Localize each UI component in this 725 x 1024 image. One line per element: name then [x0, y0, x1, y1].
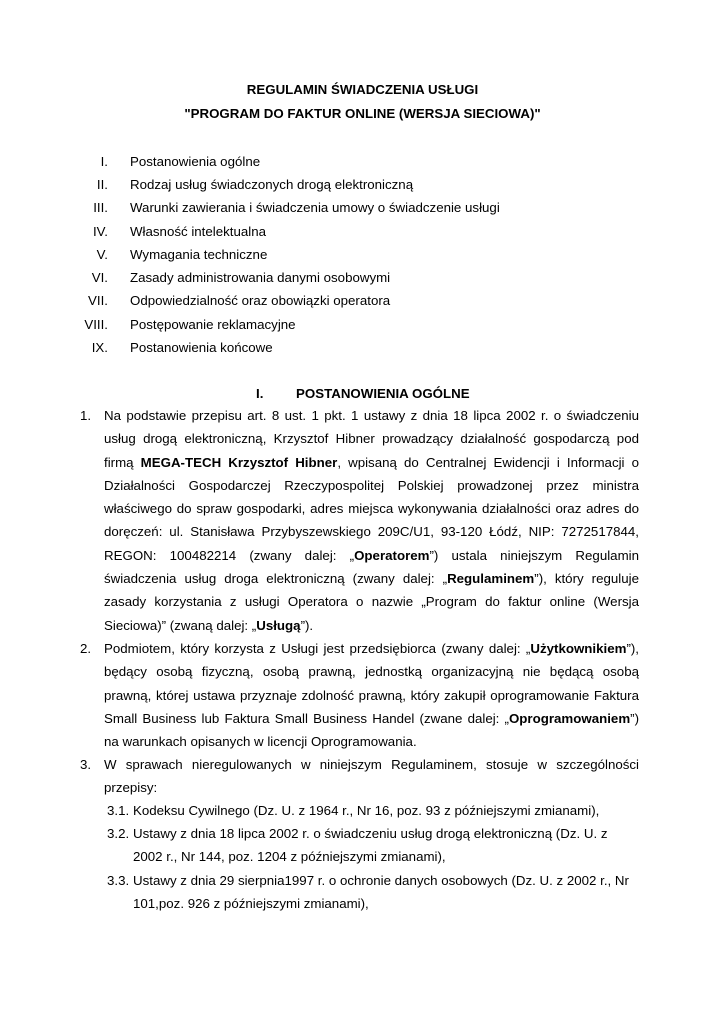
paragraph-text: ”) ustala niniejszym Regulamin świadczenia usług droga elektroniczną (zwany dalej: „ — [104, 547, 639, 587]
paragraph-number: 2. — [80, 641, 92, 656]
toc-item-number: II. — [96, 177, 108, 192]
section-number: I. — [256, 386, 264, 401]
defined-term-oprogramowanie: Oprogramowaniem — [508, 710, 631, 726]
toc-item-number: III. — [93, 200, 108, 215]
toc-item-label: Postępowanie reklamacyjne — [130, 317, 296, 332]
paragraph-text: Podmiotem, który korzysta z Usługi jest przedsiębiorca (zwany dalej: „ — [104, 641, 531, 656]
paragraph-text: , wpisaną do Centralnej Ewidencji i Informacji o Działalności Gospodarczej Rzeczypospolitej Polskiej prowadzonej przez ministra właściwego do spraw gospodarki, adres miejsca wykonywania działalności oraz adres do doręczeń: ul. Stanisława Przybyszewskiego 209C/U1, 93-120 Łódź, NIP: 7272517844, REGON: 100482214 (zwany dalej: „ — [104, 454, 639, 563]
toc-item-number: V. — [96, 247, 108, 262]
toc-item-label: Zasady administrowania danymi osobowymi — [130, 270, 391, 285]
sub-item-text: Kodeksu Cywilnego (Dz. U. z 1964 r., Nr 16, poz. 93 z późniejszymi zmianami), — [133, 803, 600, 818]
defined-term-operator: Operatorem — [354, 547, 430, 563]
toc-item-label: Odpowiedzialność oraz obowiązki operatora — [130, 293, 391, 308]
toc-item-label: Rodzaj usług świadczonych drogą elektroniczną — [130, 177, 414, 192]
sub-item-number: 3.2. — [107, 826, 130, 841]
paragraph-2 — [104, 637, 639, 753]
paragraph-text: ”), będący osobą fizyczną, osobą prawną, jednostką organizacyjną nie będącą osobą prawną, której ustawa przyznaje zdolność prawną, który zakupił oprogramowanie Faktura Small Business lub Faktura Small Business Handel (zwane dalej: „ — [104, 641, 639, 726]
paragraph-1 — [104, 404, 639, 637]
toc-item-number: VIII. — [84, 317, 108, 332]
paragraph-text: ”), który reguluje zasady korzystania z usługi Operatora o nazwie „Program do faktur online (Wersja Sieciowa)” (zwaną dalej: „ — [104, 571, 639, 633]
sub-item-text: Ustawy z dnia 18 lipca 2002 r. o świadczeniu usług drogą elektroniczną (Dz. U. z 2002 r., Nr 144, poz. 1204 z późniejszymi zmianami), — [133, 826, 608, 865]
toc-item-number: VI. — [91, 270, 108, 285]
toc-item-label: Własność intelektualna — [130, 224, 266, 239]
sub-item-number: 3.3. — [107, 873, 130, 888]
document-title-line2: "PROGRAM DO FAKTUR ONLINE (WERSJA SIECIOWA)" — [184, 106, 541, 121]
paragraph-text: ”). — [300, 617, 314, 633]
toc-item-label: Postanowienia ogólne — [130, 154, 261, 169]
paragraph-text: ”) na warunkach opisanych w licencji Oprogramowania. — [104, 710, 639, 750]
defined-term-regulamin: Regulaminem — [447, 571, 535, 587]
defined-term-usluga: Usługą — [256, 617, 301, 633]
toc-item-label: Warunki zawierania i świadczenia umowy o świadczenie usługi — [130, 200, 500, 215]
toc-item-label: Postanowienia końcowe — [130, 340, 273, 355]
sub-item-number: 3.1. — [107, 803, 130, 818]
toc-item-number: IV. — [92, 224, 108, 239]
section-title: POSTANOWIENIA OGÓLNE — [296, 386, 470, 401]
toc-item-number: I. — [100, 154, 108, 169]
sub-item — [107, 869, 640, 916]
toc-item-number: VII. — [88, 293, 108, 308]
paragraph-number: 3. — [80, 757, 92, 772]
paragraph-3: W sprawach nieregulowanych w niniejszym Regulaminem, stosuje w szczególności przepisy: — [104, 757, 639, 796]
document-title-line1: REGULAMIN ŚWIADCZENIA USŁUGI — [246, 82, 479, 97]
toc-item-label: Wymagania techniczne — [130, 247, 268, 262]
sub-item — [107, 799, 640, 822]
toc-item-number: IX. — [91, 340, 108, 355]
sub-item — [107, 822, 640, 869]
paragraph-text: Na podstawie przepisu art. 8 ust. 1 pkt. 1 ustawy z dnia 18 lipca 2002 r. o świadczeniu usług drogą elektroniczną, Krzysztof Hibner prowadzący działalność gospodarczą pod firmą — [104, 408, 639, 470]
paragraph-number: 1. — [80, 408, 92, 423]
defined-term-uzytkownik: Użytkownikiem — [530, 641, 627, 656]
company-name: MEGA-TECH Krzysztof Hibner — [140, 454, 338, 470]
sub-item-text: Ustawy z dnia 29 sierpnia1997 r. o ochronie danych osobowych (Dz. U. z 2002 r., Nr 101,poz. 926 z późniejszymi zmianami), — [133, 873, 629, 912]
